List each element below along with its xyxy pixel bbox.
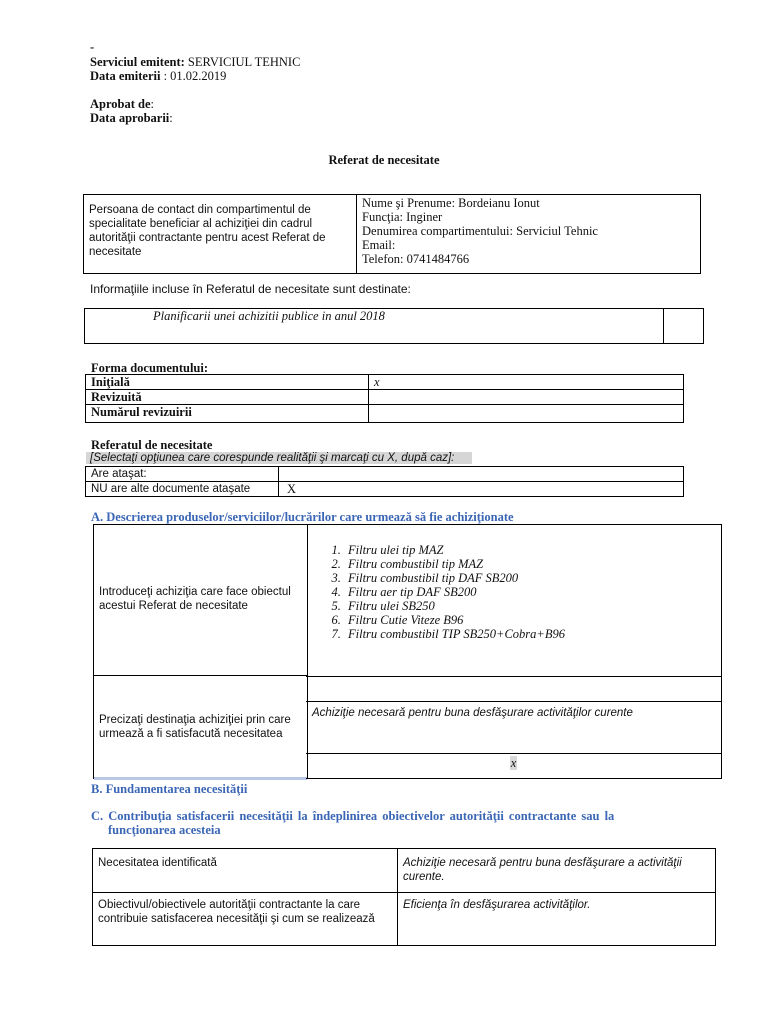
approval-date-label: Data aprobarii: [90, 111, 170, 125]
referat-table: [85, 466, 684, 497]
issuer-label: Serviciul emitent:: [90, 55, 185, 69]
planning-cell: Planificarii unei achizitii publice in anul 2018: [85, 309, 664, 344]
date-label: Data emiterii: [90, 69, 161, 83]
referat-row-label: Are ataşat:: [86, 467, 279, 482]
dest-value-cell: Achiziţie necesară pentru buna desfăşurare activităţilor curente: [306, 702, 722, 754]
section-c-row-label: Obiectivul/obiectivele autorităţii contractante la care contribuie satisfacerea necesităţii şi cum se realizează: [93, 893, 398, 946]
list-item: 2. Filtru combustibil tip MAZ: [344, 557, 721, 571]
section-b-title: B. Fundamentarea necesităţii: [91, 782, 248, 796]
referat-instruction: [Selectaţi opţiunea care corespunde realităţii şi marcaţi cu X, după caz]:: [86, 452, 472, 464]
contact-email: Email:: [362, 238, 396, 252]
referat-heading: Referatul de necesitate: [91, 438, 213, 452]
dest-blank-cell: [306, 675, 722, 702]
table-row: [86, 482, 684, 497]
issuer-line: [90, 55, 300, 70]
table-row: [86, 467, 684, 482]
contact-function: Funcţia: Inginer: [362, 210, 443, 224]
form-row-value: x: [369, 375, 684, 390]
contact-left-cell: Persoana de contact din compartimentul de specialitate beneficiar al achiziţiei din cadrul autorităţii contractante pentru acest Referat de necesitate: [84, 195, 357, 274]
referat-row-value: [279, 467, 684, 482]
form-row-value: [369, 405, 684, 423]
list-item: 7. Filtru combustibil TIP SB250+Cobra+B96: [344, 627, 721, 641]
items-cell: [306, 524, 722, 677]
approved-label: Aprobat de: [90, 97, 151, 111]
list-item: 6. Filtru Cutie Viteze B96: [344, 613, 721, 627]
form-heading: Forma documentului:: [91, 361, 209, 375]
approval-date-line: [90, 111, 173, 126]
form-row-value: [369, 390, 684, 405]
items-list: [306, 543, 721, 641]
contact-right-cell: [357, 195, 701, 274]
section-c-row-label: Necesitatea identificată: [93, 849, 398, 893]
referat-row-value: X: [279, 482, 684, 497]
section-c-row-value: Eficienţa în desfăşurarea activităţilor.: [398, 893, 716, 946]
table-row: [86, 375, 684, 390]
list-item: 3. Filtru combustibil tip DAF SB200: [344, 571, 721, 585]
divider: [94, 777, 307, 780]
planning-check-cell: [664, 309, 704, 344]
info-text: Informaţiile incluse în Referatul de necesitate sunt destinate:: [90, 282, 411, 296]
list-item: 1. Filtru ulei tip MAZ: [344, 543, 721, 557]
form-row-label: Iniţială: [86, 375, 369, 390]
form-row-label: Revizuită: [86, 390, 369, 405]
dest-mark-cell: [306, 749, 722, 779]
contact-department: Denumirea compartimentului: Serviciul Tehnic: [362, 224, 598, 238]
section-a-left-column: [93, 524, 308, 779]
page-title: Referat de necesitate: [328, 153, 440, 167]
table-row: [93, 893, 716, 946]
contact-phone: Telefon: 0741484766: [362, 252, 470, 266]
table-row: [86, 405, 684, 423]
contact-table: [83, 194, 701, 274]
referat-row-label: NU are alte documente ataşate: [86, 482, 279, 497]
header-dash: -: [90, 40, 95, 54]
list-item: 4. Filtru aer tip DAF SB200: [344, 585, 721, 599]
approved-colon: :: [150, 97, 155, 111]
section-c-title-line1: C. Contribuţia satisfacerii necesităţii la îndeplinirea obiectivelor autorităţii contractante sau la: [91, 809, 615, 823]
section-c-table: [92, 848, 716, 946]
planning-table: [84, 308, 704, 344]
dest-label: Precizaţi destinaţia achiziţiei prin care urmează a fi satisfacută necesitatea: [99, 714, 291, 740]
approval-date-colon: :: [169, 111, 173, 125]
issuer-value: SERVICIUL TEHNIC: [184, 55, 301, 69]
form-row-label: Numărul revizuirii: [86, 405, 369, 423]
section-c-row-value: Achiziţie necesară pentru buna desfăşurare a activităţii curente.: [398, 849, 716, 893]
divider: [94, 675, 307, 676]
table-row: [93, 849, 716, 893]
contact-name: Nume şi Prenume: Bordeianu Ionut: [362, 196, 540, 210]
dest-mark: x: [510, 756, 517, 770]
form-table: [85, 374, 684, 423]
intro-label: Introduceţi achiziţia care face obiectul acestui Referat de necesitate: [99, 586, 291, 612]
table-row: [86, 390, 684, 405]
section-a-title: A. Descrierea produselor/serviciilor/lucrărilor care urmează să fie achiziţionate: [91, 510, 514, 524]
approved-line: [90, 97, 154, 112]
section-c-title-line2: funcţionarea acesteia: [108, 823, 221, 837]
date-value: : 01.02.2019: [160, 69, 227, 83]
list-item: 5. Filtru ulei SB250: [344, 599, 721, 613]
date-line: [90, 69, 226, 84]
